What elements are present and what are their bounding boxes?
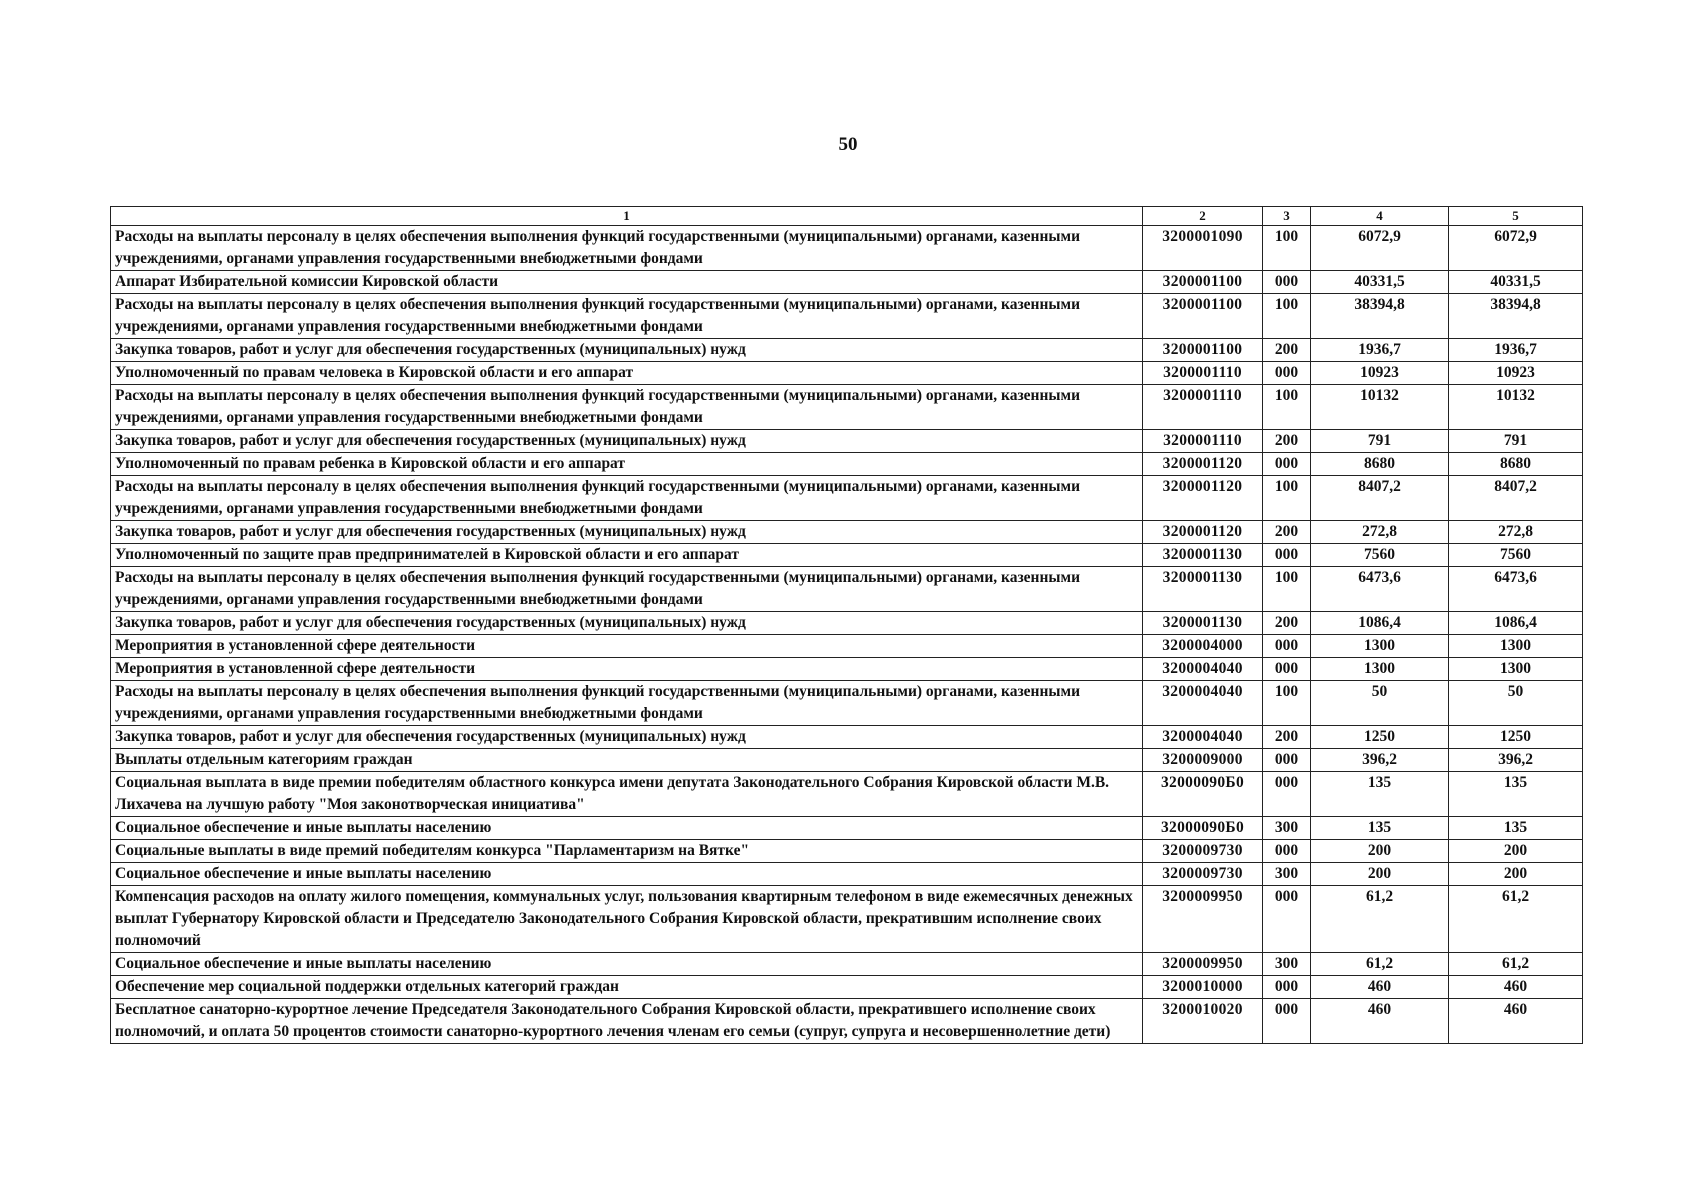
cell-value-4: 791	[1311, 430, 1449, 453]
cell-value-4: 1300	[1311, 658, 1449, 681]
table-row	[111, 840, 1583, 863]
cell-value-5: 1086,4	[1449, 612, 1583, 635]
table-row	[111, 385, 1583, 430]
cell-value-5: 272,8	[1449, 521, 1583, 544]
table-row	[111, 430, 1583, 453]
cell-value-4: 40331,5	[1311, 271, 1449, 294]
cell-code: 3200009730	[1143, 863, 1263, 886]
cell-type: 200	[1263, 430, 1311, 453]
table-row	[111, 999, 1583, 1044]
table-row	[111, 863, 1583, 886]
cell-name: Закупка товаров, работ и услуг для обеспечения государственных (муниципальных) нужд	[111, 726, 1143, 749]
cell-type: 100	[1263, 476, 1311, 521]
cell-value-5: 1936,7	[1449, 339, 1583, 362]
cell-code: 3200001130	[1143, 567, 1263, 612]
cell-value-5: 135	[1449, 817, 1583, 840]
cell-code: 3200001100	[1143, 339, 1263, 362]
table-row	[111, 749, 1583, 772]
cell-value-5: 396,2	[1449, 749, 1583, 772]
cell-type: 100	[1263, 681, 1311, 726]
cell-value-5: 10132	[1449, 385, 1583, 430]
cell-value-4: 10923	[1311, 362, 1449, 385]
table-row	[111, 726, 1583, 749]
table-row	[111, 953, 1583, 976]
cell-type: 000	[1263, 453, 1311, 476]
cell-code: 3200010000	[1143, 976, 1263, 999]
header-col-3: 3	[1263, 207, 1311, 226]
cell-type: 100	[1263, 567, 1311, 612]
cell-name: Закупка товаров, работ и услуг для обеспечения государственных (муниципальных) нужд	[111, 612, 1143, 635]
cell-name: Компенсация расходов на оплату жилого помещения, коммунальных услуг, пользования квартирным телефоном в виде ежемесячных денежных выплат Губернатору Кировской области и Председателю Законодательного Собрания Кировской области, прекратившим исполнение своих полномочий	[111, 886, 1143, 953]
cell-name: Уполномоченный по правам ребенка в Кировской области и его аппарат	[111, 453, 1143, 476]
cell-value-4: 1086,4	[1311, 612, 1449, 635]
cell-value-4: 135	[1311, 817, 1449, 840]
cell-value-5: 1300	[1449, 658, 1583, 681]
table-row	[111, 886, 1583, 953]
cell-type: 100	[1263, 226, 1311, 271]
table-row	[111, 544, 1583, 567]
cell-name: Мероприятия в установленной сфере деятельности	[111, 635, 1143, 658]
cell-code: 3200009950	[1143, 953, 1263, 976]
table-row	[111, 294, 1583, 339]
cell-value-5: 8407,2	[1449, 476, 1583, 521]
cell-type: 300	[1263, 817, 1311, 840]
cell-code: 3200001090	[1143, 226, 1263, 271]
cell-type: 100	[1263, 385, 1311, 430]
cell-name: Расходы на выплаты персоналу в целях обеспечения выполнения функций государственными (муниципальными) органами, казенными учреждениями, органами управления государственными внебюджетными фондами	[111, 567, 1143, 612]
cell-name: Бесплатное санаторно-курортное лечение Председателя Законодательного Собрания Кировской области, прекратившего исполнение своих полномочий, и оплата 50 процентов стоимости санаторно-курортного лечения членам его семьи (супруг, супруга и несовершеннолетние дети)	[111, 999, 1143, 1044]
cell-value-4: 460	[1311, 976, 1449, 999]
cell-name: Расходы на выплаты персоналу в целях обеспечения выполнения функций государственными (муниципальными) органами, казенными учреждениями, органами управления государственными внебюджетными фондами	[111, 226, 1143, 271]
cell-name: Мероприятия в установленной сфере деятельности	[111, 658, 1143, 681]
cell-type: 200	[1263, 612, 1311, 635]
table-row	[111, 362, 1583, 385]
cell-code: 3200001110	[1143, 385, 1263, 430]
cell-value-4: 61,2	[1311, 953, 1449, 976]
cell-value-5: 135	[1449, 772, 1583, 817]
cell-code: 3200004040	[1143, 726, 1263, 749]
table-row	[111, 635, 1583, 658]
page-number: 50	[838, 134, 858, 155]
table-row	[111, 226, 1583, 271]
cell-type: 000	[1263, 658, 1311, 681]
cell-type: 000	[1263, 772, 1311, 817]
cell-name: Уполномоченный по правам человека в Кировской области и его аппарат	[111, 362, 1143, 385]
cell-code: 3200001120	[1143, 453, 1263, 476]
budget-table	[110, 206, 1583, 1044]
cell-code: 3200001100	[1143, 271, 1263, 294]
header-col-1: 1	[111, 207, 1143, 226]
cell-value-5: 50	[1449, 681, 1583, 726]
cell-value-4: 50	[1311, 681, 1449, 726]
table-row	[111, 658, 1583, 681]
cell-name: Социальные выплаты в виде премий победителям конкурса "Парламентаризм на Вятке"	[111, 840, 1143, 863]
cell-type: 000	[1263, 886, 1311, 953]
cell-value-4: 1300	[1311, 635, 1449, 658]
cell-code: 3200001120	[1143, 521, 1263, 544]
cell-name: Расходы на выплаты персоналу в целях обеспечения выполнения функций государственными (муниципальными) органами, казенными учреждениями, органами управления государственными внебюджетными фондами	[111, 476, 1143, 521]
cell-value-5: 40331,5	[1449, 271, 1583, 294]
table-row	[111, 976, 1583, 999]
cell-value-5: 460	[1449, 999, 1583, 1044]
cell-type: 000	[1263, 749, 1311, 772]
cell-value-4: 7560	[1311, 544, 1449, 567]
cell-code: 3200004040	[1143, 681, 1263, 726]
cell-value-5: 8680	[1449, 453, 1583, 476]
cell-name: Аппарат Избирательной комиссии Кировской области	[111, 271, 1143, 294]
cell-value-5: 61,2	[1449, 953, 1583, 976]
cell-code: 3200004040	[1143, 658, 1263, 681]
cell-code: 3200001110	[1143, 430, 1263, 453]
cell-code: 3200010020	[1143, 999, 1263, 1044]
cell-value-4: 8680	[1311, 453, 1449, 476]
cell-type: 200	[1263, 521, 1311, 544]
cell-type: 000	[1263, 362, 1311, 385]
cell-value-4: 38394,8	[1311, 294, 1449, 339]
cell-value-4: 200	[1311, 840, 1449, 863]
cell-type: 200	[1263, 339, 1311, 362]
table-row	[111, 612, 1583, 635]
cell-code: 3200001130	[1143, 612, 1263, 635]
cell-value-5: 200	[1449, 863, 1583, 886]
table-row	[111, 271, 1583, 294]
cell-name: Социальное обеспечение и иные выплаты населению	[111, 817, 1143, 840]
cell-value-5: 61,2	[1449, 886, 1583, 953]
table-row	[111, 453, 1583, 476]
cell-name: Закупка товаров, работ и услуг для обеспечения государственных (муниципальных) нужд	[111, 521, 1143, 544]
cell-value-5: 1300	[1449, 635, 1583, 658]
cell-code: 3200001120	[1143, 476, 1263, 521]
cell-code: 3200009000	[1143, 749, 1263, 772]
cell-value-4: 135	[1311, 772, 1449, 817]
cell-value-5: 38394,8	[1449, 294, 1583, 339]
cell-name: Социальное обеспечение и иные выплаты населению	[111, 863, 1143, 886]
table-row	[111, 681, 1583, 726]
cell-value-4: 272,8	[1311, 521, 1449, 544]
cell-name: Обеспечение мер социальной поддержки отдельных категорий граждан	[111, 976, 1143, 999]
cell-value-5: 7560	[1449, 544, 1583, 567]
cell-name: Расходы на выплаты персоналу в целях обеспечения выполнения функций государственными (муниципальными) органами, казенными учреждениями, органами управления государственными внебюджетными фондами	[111, 385, 1143, 430]
cell-value-4: 396,2	[1311, 749, 1449, 772]
cell-type: 300	[1263, 863, 1311, 886]
header-col-5: 5	[1449, 207, 1583, 226]
cell-type: 000	[1263, 635, 1311, 658]
cell-value-4: 6473,6	[1311, 567, 1449, 612]
cell-value-4: 8407,2	[1311, 476, 1449, 521]
cell-name: Расходы на выплаты персоналу в целях обеспечения выполнения функций государственными (муниципальными) органами, казенными учреждениями, органами управления государственными внебюджетными фондами	[111, 294, 1143, 339]
cell-value-4: 61,2	[1311, 886, 1449, 953]
cell-code: 3200001100	[1143, 294, 1263, 339]
cell-value-4: 6072,9	[1311, 226, 1449, 271]
table-row	[111, 476, 1583, 521]
cell-value-5: 460	[1449, 976, 1583, 999]
table-row	[111, 772, 1583, 817]
cell-name: Выплаты отдельным категориям граждан	[111, 749, 1143, 772]
cell-name: Уполномоченный по защите прав предпринимателей в Кировской области и его аппарат	[111, 544, 1143, 567]
cell-type: 000	[1263, 840, 1311, 863]
cell-value-4: 1250	[1311, 726, 1449, 749]
cell-type: 000	[1263, 976, 1311, 999]
header-row	[111, 207, 1583, 226]
header-col-2: 2	[1143, 207, 1263, 226]
cell-name: Социальная выплата в виде премии победителям областного конкурса имени депутата Законодательного Собрания Кировской области М.В. Лихачева на лучшую работу "Моя законотворческая инициатива"	[111, 772, 1143, 817]
cell-value-5: 1250	[1449, 726, 1583, 749]
cell-value-5: 10923	[1449, 362, 1583, 385]
table-row	[111, 567, 1583, 612]
cell-value-4: 200	[1311, 863, 1449, 886]
cell-value-5: 6072,9	[1449, 226, 1583, 271]
cell-value-5: 791	[1449, 430, 1583, 453]
table-row	[111, 817, 1583, 840]
cell-type: 200	[1263, 726, 1311, 749]
cell-code: 3200009950	[1143, 886, 1263, 953]
cell-name: Закупка товаров, работ и услуг для обеспечения государственных (муниципальных) нужд	[111, 430, 1143, 453]
cell-name: Закупка товаров, работ и услуг для обеспечения государственных (муниципальных) нужд	[111, 339, 1143, 362]
cell-type: 100	[1263, 294, 1311, 339]
cell-value-4: 1936,7	[1311, 339, 1449, 362]
cell-code: 3200009730	[1143, 840, 1263, 863]
cell-value-5: 6473,6	[1449, 567, 1583, 612]
header-col-4: 4	[1311, 207, 1449, 226]
table-row	[111, 521, 1583, 544]
cell-code: 3200004000	[1143, 635, 1263, 658]
cell-value-5: 200	[1449, 840, 1583, 863]
table-body	[111, 226, 1583, 1044]
cell-code: 3200001130	[1143, 544, 1263, 567]
cell-name: Социальное обеспечение и иные выплаты населению	[111, 953, 1143, 976]
table-row	[111, 339, 1583, 362]
cell-type: 000	[1263, 999, 1311, 1044]
cell-code: 3200001110	[1143, 362, 1263, 385]
cell-type: 000	[1263, 271, 1311, 294]
cell-code: 32000090Б0	[1143, 772, 1263, 817]
cell-name: Расходы на выплаты персоналу в целях обеспечения выполнения функций государственными (муниципальными) органами, казенными учреждениями, органами управления государственными внебюджетными фондами	[111, 681, 1143, 726]
cell-type: 000	[1263, 544, 1311, 567]
cell-value-4: 10132	[1311, 385, 1449, 430]
cell-code: 32000090Б0	[1143, 817, 1263, 840]
cell-value-4: 460	[1311, 999, 1449, 1044]
cell-type: 300	[1263, 953, 1311, 976]
